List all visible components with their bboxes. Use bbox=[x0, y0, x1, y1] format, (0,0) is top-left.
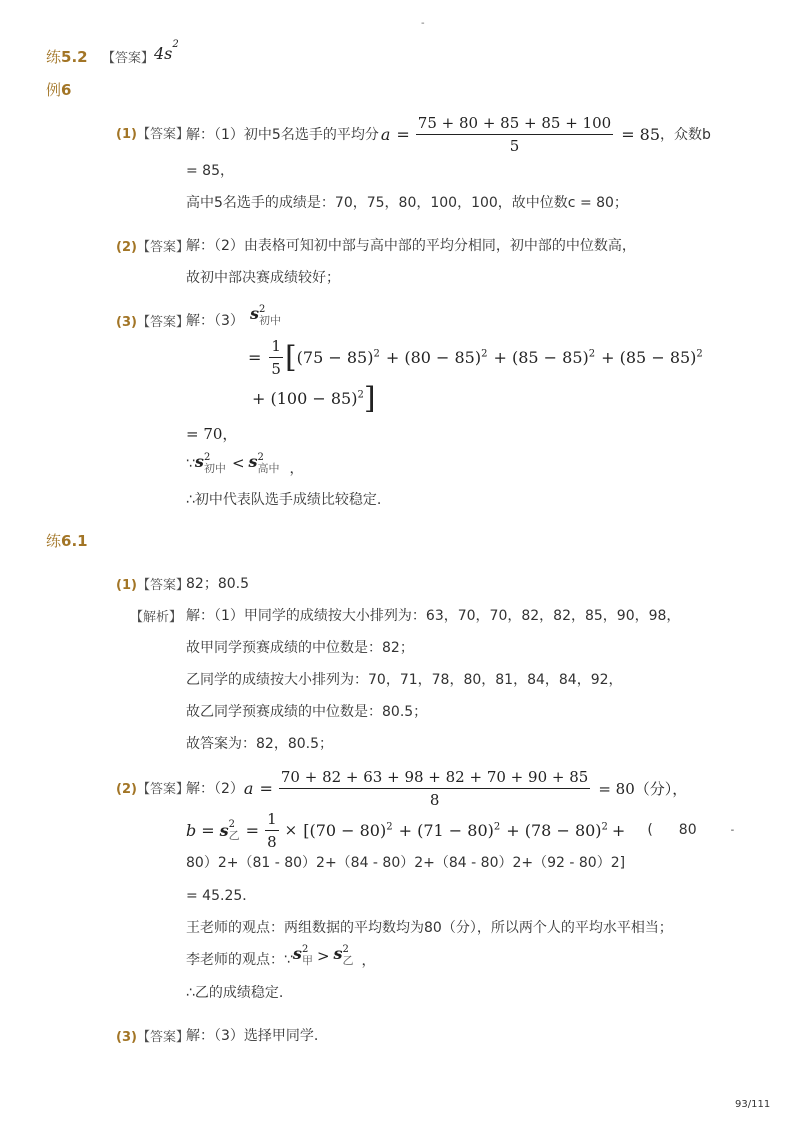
ex6-part2-line2: 故初中部决赛成绩较好； bbox=[186, 270, 340, 286]
ex6-part2-tag: (2)【答案】 bbox=[116, 240, 189, 255]
section-heading-ex6 bbox=[46, 79, 71, 100]
one-fifth-fraction: $\frac{1}{5}$ bbox=[271, 336, 281, 378]
variance-junior-symbol: s 2 初中 bbox=[250, 304, 282, 327]
text: ，众数b bbox=[660, 127, 711, 143]
text: 解：（1）初中5名选手的平均分 bbox=[186, 127, 379, 143]
p61-part2-wang-view: 王老师的观点：两组数据的平均数均为80（分），所以两个人的平均水平相当； bbox=[186, 920, 673, 936]
section-number: 6 bbox=[61, 81, 72, 99]
ex6-part1-tag: (1)【答案】 bbox=[116, 127, 189, 142]
p61-part1-line4: 故乙同学预赛成绩的中位数是：80.5； bbox=[186, 704, 428, 720]
answer-5-2-math: $4s^2$ bbox=[154, 38, 179, 63]
term: + $(100 - 85)^2$ bbox=[252, 388, 364, 408]
part-number: (1) bbox=[116, 578, 137, 593]
mean-fraction: $\frac{75 + 80 + 85 + 85 + 100}{5}$ bbox=[417, 113, 612, 155]
ex6-part1-line1 bbox=[186, 112, 711, 156]
math-result: = 85 bbox=[621, 124, 661, 144]
p61-part1-line3: 乙同学的成绩按大小排列为：70，71，78，80，81，84，84，92， bbox=[186, 672, 623, 688]
ex6-part3-tag: (3)【答案】 bbox=[116, 315, 189, 330]
p61-part1-line1: 解：（1）甲同学的成绩按大小排列为：63，70，70，82，82，85，90，98， bbox=[186, 608, 681, 624]
p61-part1-tag: (1)【答案】 bbox=[116, 578, 189, 593]
p61-part1-line2: 故甲同学预赛成绩的中位数是：82； bbox=[186, 640, 414, 656]
variance-formula-line1: = $\frac{1}{5}$ [ $(75 - 85)^2$ + $(80 - 85)^2$ + $(85 - 85)^2$ + $(85 - 85)^2$ bbox=[248, 336, 703, 378]
p61-part2-variance-line2: 80）2+（81 - 80）2+（84 - 80）2+（84 - 80）2+（92 - 80）2] bbox=[186, 855, 626, 871]
section-prefix: 练 bbox=[46, 48, 62, 66]
p61-part3-text: 解：（3）选择甲同学. bbox=[186, 1028, 319, 1044]
part-number: (2) bbox=[116, 782, 137, 797]
answer-tag bbox=[102, 47, 154, 66]
one-eighth-fraction: $\frac{1}{8}$ bbox=[267, 809, 277, 851]
variance-compare: ∵ s 2 初中 < s 2 高中 ， bbox=[186, 452, 304, 477]
math-eq: = bbox=[396, 124, 410, 144]
p61-part1-answer: 82；80.5 bbox=[186, 576, 249, 592]
variance-result: = 70， bbox=[186, 425, 238, 443]
p61-part2-variance-line1: b = s 2 乙 = $\frac{1}{8}$ × [$(70 - 80)^2$ + $(71 - 80)^2$ + $(78 - 80)^2$ + ( 80 - bbox=[186, 809, 735, 851]
p61-part2-conclusion: ∴乙的成绩稳定. bbox=[186, 985, 284, 1001]
term: + $(80 - 85)^2$ bbox=[385, 347, 488, 367]
section-heading-6-1 bbox=[46, 530, 88, 551]
part-number: (3) bbox=[116, 315, 137, 330]
ex6-part2-line1: 解：（2）由表格可知初中部与高中部的平均分相同，初中部的中位数高， bbox=[186, 238, 636, 254]
left-bracket: [ bbox=[284, 339, 297, 375]
term: $(75 - 85)^2$ bbox=[296, 347, 380, 367]
p61-part2-li-view: 李老师的观点：∵ s 2 甲 > s 2 乙 ， bbox=[186, 944, 376, 969]
section-heading-5-2 bbox=[46, 46, 88, 67]
page-number: 93/111 bbox=[735, 1099, 771, 1110]
section-number: 6.1 bbox=[61, 532, 88, 550]
header-mark: - bbox=[421, 18, 425, 29]
section-number: 5.2 bbox=[61, 48, 88, 66]
ex6-part1-line3: 高中5名选手的成绩是：70，75，80，100，100，故中位数c = 80； bbox=[186, 195, 628, 211]
right-bracket: ] bbox=[363, 380, 376, 416]
term: + $(85 - 85)^2$ bbox=[493, 347, 596, 367]
part-number: (1) bbox=[116, 127, 137, 142]
p61-part1-line5: 故答案为：82，80.5； bbox=[186, 736, 333, 752]
mean-fraction: $\frac{70 + 82 + 63 + 98 + 82 + 70 + 90 + 85}{8}$ bbox=[280, 767, 589, 809]
bracket-left: 【 bbox=[102, 51, 116, 66]
p61-part2-tag: (2)【答案】 bbox=[116, 782, 189, 797]
term: + $(85 - 85)^2$ bbox=[601, 347, 703, 367]
part-number: (2) bbox=[116, 240, 137, 255]
analysis-tag: 【解析】 bbox=[130, 610, 183, 625]
p61-part3-tag: (3)【答案】 bbox=[116, 1030, 189, 1045]
math-var: a bbox=[380, 124, 391, 144]
bracket-right: 】 bbox=[141, 51, 155, 66]
answer-word: 答案 bbox=[115, 51, 142, 66]
section-prefix: 练 bbox=[46, 532, 62, 550]
part-number: (3) bbox=[116, 1030, 137, 1045]
p61-part2-mean: 解：（2） a = $\frac{70 + 82 + 63 + 98 + 82 + 70 + 90 + 85}{8}$ = 80（分）， bbox=[186, 767, 688, 809]
p61-part2-variance-result: = 45.25． bbox=[186, 888, 257, 904]
section-prefix: 例 bbox=[46, 81, 62, 99]
ex6-part1-line2: = 85， bbox=[186, 163, 234, 179]
variance-formula-line2 bbox=[252, 380, 376, 416]
ex6-part3-lead: 解：（3） bbox=[186, 313, 244, 329]
ex6-part3-conclusion: ∴初中代表队选手成绩比较稳定. bbox=[186, 492, 382, 508]
